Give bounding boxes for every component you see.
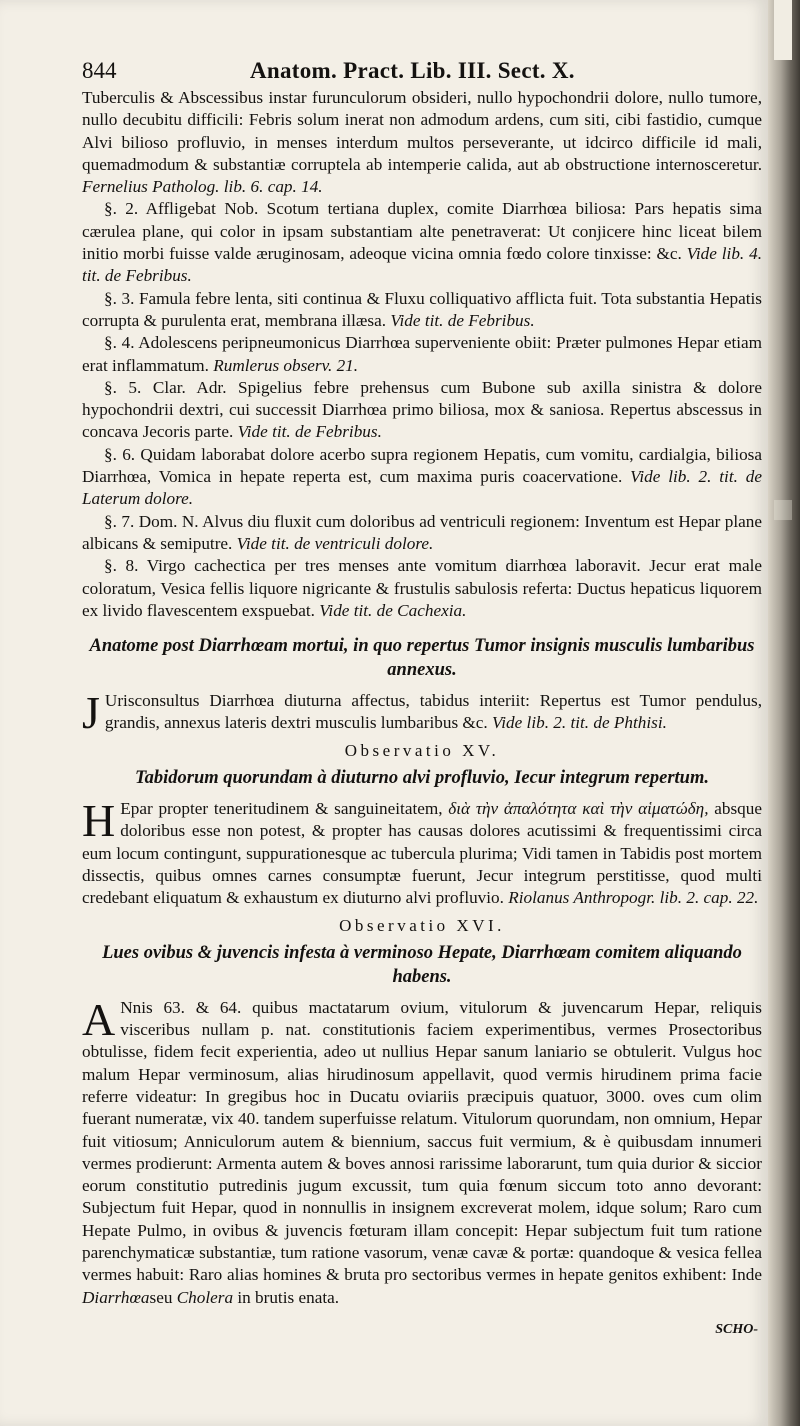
drop-capital: J: [82, 687, 100, 739]
citation: Vide tit. de Cachexia.: [319, 600, 467, 620]
citation: Vide lib. 2. tit. de Phthisi.: [492, 713, 667, 733]
observation-heading-15: Tabidorum quorundam à diuturno alvi profluvio, Iecur integrum repertum.: [135, 768, 709, 789]
citation: Vide tit. de ventriculi dolore.: [236, 533, 434, 553]
page-header: [82, 56, 762, 87]
observation-heading-16: Lues ovibus & juvencis infesta à verminoso Hepate, Diarrhœam comitem aliquando habens.: [102, 942, 742, 987]
page-edge-gutter: [768, 0, 800, 1426]
page-number: 844: [82, 58, 117, 83]
citation: Riolanus Anthropogr. lib. 2. cap. 22.: [508, 888, 759, 908]
catchword: SCHO-: [715, 1321, 758, 1337]
paragraph-3: §. 3. Famula febre lenta, siti continua & Fluxu colliquativo afflicta fuit. Tota substantia Hepatis corrupta & purulenta erat, membrana illæsa. Vide tit. de Febribus.: [82, 288, 762, 330]
citation: Vide lib. 4. tit. de Febribus.: [82, 244, 762, 286]
citation: Rumlerus observ. 21.: [213, 355, 359, 375]
paragraph-7: §. 7. Dom. N. Alvus diu fluxit cum doloribus ad ventriculi regionem: Inventum est Hepar plane albicans & semiputre. Vide tit. de ventriculi dolore.: [82, 511, 762, 553]
observation-title-15: Observatio XV.: [344, 740, 500, 760]
paragraph-6: §. 6. Quidam laborabat dolore acerbo supra regionem Hepatis, cum vomitu, cardialgia, biliosa Diarrhœa, Vomica in hepate reperta est, cum maxima puris coacervatione. Vide lib. 2. tit. de Laterum dolore.: [82, 444, 762, 509]
drop-capital: H: [82, 795, 116, 847]
citation: Vide tit. de Febribus.: [390, 310, 535, 330]
drop-capital: A: [82, 993, 116, 1045]
citation: Vide tit. de Febribus.: [237, 422, 382, 442]
citation: Fernelius Patholog. lib. 6. cap. 14.: [82, 177, 323, 197]
page-text: [82, 56, 762, 1341]
observation-title-16: Observatio XVI.: [339, 915, 505, 935]
paragraph-5: §. 5. Clar. Adr. Spigelius febre prehensus cum Bubone sub axilla sinistra & dolore hypochondrii dextri, cui successit Diarrhœa primo biliosa, mox & saniosa. Repertus abscessus in concava Jecoris parte. Vide tit. de Febribus.: [82, 377, 762, 442]
section-paragraph: J Urisconsultus Diarrhœa diuturna affectus, tabidus interiit: Repertus est Tumor pendulus, grandis, annexus lateris dextri musculis lumbaribus &c. Vide lib. 2. tit. de Phthisi.: [82, 687, 762, 739]
greek-phrase: διὰ τὴν ἀπαλότητα καὶ τὴν αἱματώδη,: [448, 799, 709, 819]
citation: Vide lib. 2. tit. de Laterum dolore.: [82, 467, 762, 509]
paragraph-4: §. 4. Adolescens peripneumonicus Diarrhœa superveniente obiit: Præter pulmones Hepar etiam erat inflammatum. Rumlerus observ. 21.: [82, 333, 762, 375]
running-head: Anatom. Pract. Lib. III. Sect. X.: [250, 58, 575, 83]
paragraph-2: §. 2. Affligebat Nob. Scotum tertiana duplex, comite Diarrhœa biliosa: Pars hepatis sima cærulea plane, qui color in ipsam substantiam alte penetraverat: Ut conjicere hinc liceat bilem initio morbi fuisse valde æruginosam, adeoque vicina omnia fœdo colore tinxisse: &c. Vide lib. 4. tit. de Febribus.: [82, 199, 762, 286]
paragraph-8: §. 8. Virgo cachectica per tres menses ante vomitum diarrhœa laboravit. Jecur erat male coloratum, Vesica fellis liquore nigricante & frustulis sabulosis referta: Ductus hepaticus liquorem ex livido flavescentem exspuebat. Vide tit. de Cachexia.: [82, 556, 762, 620]
intro-paragraph: Tuberculis & Abscessibus instar furunculorum obsideri, nullo hypochondrii dolore, nullo tumore, nullo decubitu difficili: Febris solum inerat non admodum ardens, cum siti, cibi fastidio, cumque Alvi bilioso profluvio, in menses interdum multos perseverante, ut idcirco difficile id mali, quemadmodum & substantiæ corruptela ab intemperie calida, aut ab obstructione internosceretur. Fernelius Patholog. lib. 6. cap. 14.: [82, 88, 762, 197]
observation-paragraph-15: H Epar propter teneritudinem & sanguineitatem, διὰ τὴν ἀπαλότητα καὶ τὴν αἱματώδη, absque doloribus esse non potest, & propter has causas dolores acutissimi & frequentissimi circa eum locum contingunt, suppurationesque ac tubercula plurima; Vidi tamen in Tabidis post mortem dissectis, quibus omnes carnes consumptæ fuerunt, Jecur integrum perstitisse, quod multi credebant eliquatum & exhaustum ex diuturno alvi profluvio. Riolanus Anthropogr. lib. 2. cap. 22.: [82, 795, 762, 908]
section-heading: Anatome post Diarrhœam mortui, in quo repertus Tumor insignis musculis lumbaribus annexus.: [89, 636, 755, 681]
observation-paragraph-16: A Nnis 63. & 64. quibus mactatarum ovium, vitulorum & juvencarum Hepar, reliquis visceribus nullam p. nat. constitutionis faciem experimentibus, vermes Prosectoribus obtulisse, fidem fecit experientia, adeo ut nullius Hepar sanum laniario se obtulerit. Vulgus hoc malum Hepar verminosum, alias hirudinosum appellavit, quod vermis hirudinem prima facie referre videatur: In gregibus hoc in Ducatu oviariis præcipuis quatuor, 3000. oves cum olim fuerant numeratæ, vix 40. tandem superfuisse relatum. Vitulorum quorundam, non omnium, Hepar fuit vitiosum; Anniculorum autem & biennium, saccus fuit vermium, & è quibusdam innumeri vermes prodierunt: Armenta autem & boves annosi rarissime laborarunt, tum quia durior & siccior eorum constitutio putredinis jugum excussit, tum quia fœnum siccum toto anno devorant: Subjectum fuit Hepar, quod in nonnullis in insignem excreverat molem, idque solum; Raro cum Hepate Pulmo, in ovibus & juvencis fœturam illam concepit: Hepar subjectum fuit tum ratione parenchymaticæ substantiæ, tum ratione vasorum, venæ cavæ & portæ: quandoque & vesica fellea vermes habuit: Raro alias homines & bruta pro sectoribus vermes in hepate genitos exhibent: Inde Diarrhœaseu Cholera in brutis enata.: [82, 993, 762, 1307]
